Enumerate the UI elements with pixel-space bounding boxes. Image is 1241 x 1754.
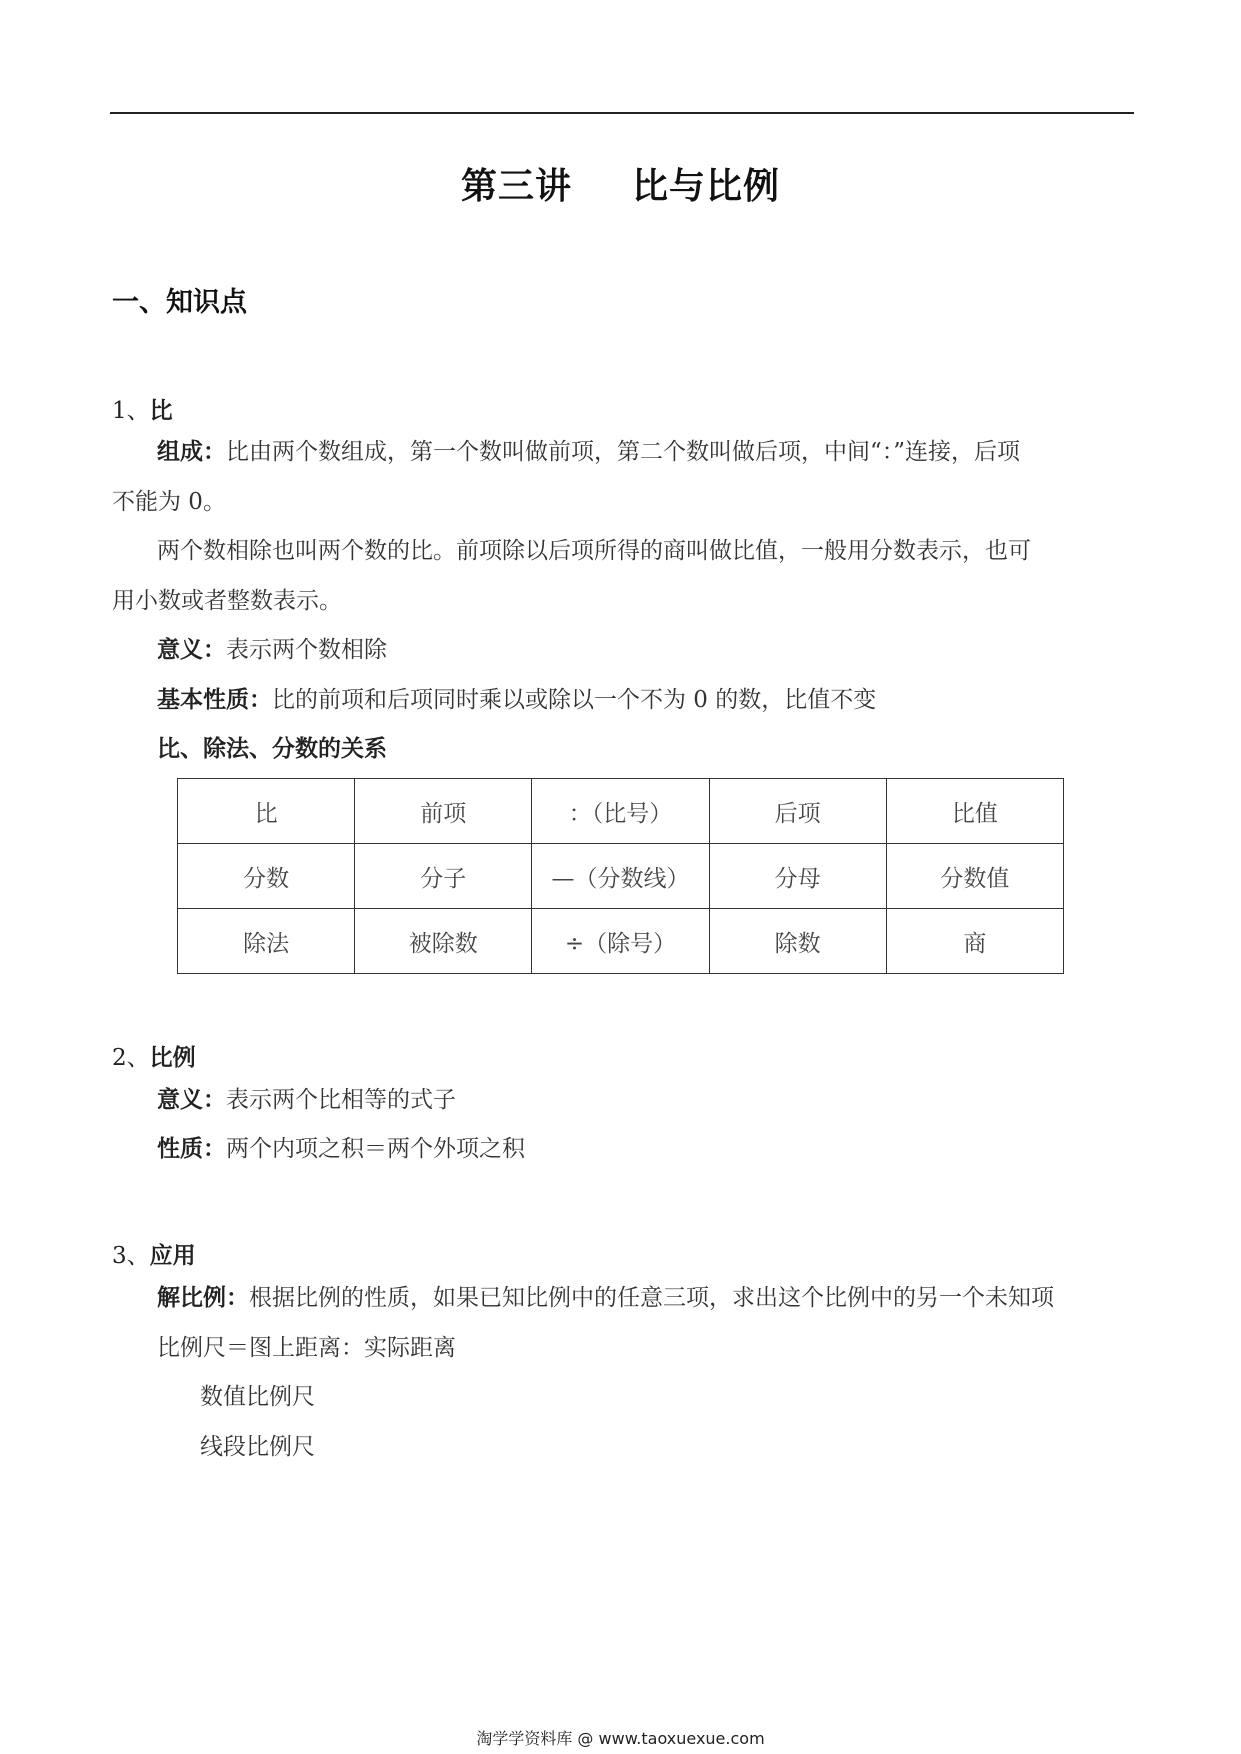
section-heading-knowledge: 一、知识点: [112, 287, 247, 318]
application-solve-line: [157, 1287, 1054, 1310]
relation-table: [177, 778, 1064, 974]
subheading-ratio-text: 比: [149, 398, 173, 424]
subheading-proportion-number: 2、: [112, 1045, 150, 1071]
proportion-property-term: 性质：: [157, 1136, 226, 1162]
ratio-meaning-line: [157, 639, 387, 662]
ratio-relation-heading: [157, 738, 387, 761]
ratio-meaning-text: 表示两个数相除: [226, 637, 387, 663]
ratio-composition-text: 比由两个数组成，第一个数叫做前项，第二个数叫做后项，中间“：”连接，后项: [226, 439, 1021, 465]
application-solve-text: 根据比例的性质，如果已知比例中的任意三项，求出这个比例中的另一个未知项: [249, 1285, 1054, 1311]
table-cell: 分数值: [886, 844, 1063, 909]
ratio-meaning-term: 意义：: [157, 637, 226, 663]
subheading-application-text: 应用: [149, 1243, 196, 1269]
table-cell: 前项: [355, 779, 532, 844]
ratio-paragraph-line1: 两个数相除也叫两个数的比。前项除以后项所得的商叫做比值，一般用分数表示，也可: [157, 538, 1031, 564]
table-row: [178, 779, 1064, 844]
ratio-composition-term: 组成：: [157, 439, 226, 465]
proportion-meaning-term: 意义：: [157, 1087, 226, 1113]
table-cell: 分母: [709, 844, 886, 909]
proportion-meaning-text: 表示两个比相等的式子: [226, 1087, 456, 1113]
proportion-property-line: [157, 1138, 525, 1161]
subheading-application-number: 3、: [112, 1243, 150, 1269]
table-row: [178, 844, 1064, 909]
table-cell: 分子: [355, 844, 532, 909]
table-cell: 后项: [709, 779, 886, 844]
ratio-composition-line1: [157, 441, 1020, 464]
subheading-ratio: [112, 392, 173, 425]
table-cell: 除法: [178, 909, 355, 974]
proportion-property-text: 两个内项之积＝两个外项之积: [226, 1136, 525, 1162]
ratio-property-term: 基本性质：: [157, 687, 272, 713]
application-scale-definition: 比例尺＝图上距离：实际距离: [157, 1335, 456, 1361]
table-cell: 除数: [709, 909, 886, 974]
application-scale-numeric: 数值比例尺: [200, 1384, 315, 1410]
proportion-meaning-line: [157, 1089, 456, 1112]
top-rule: [110, 112, 1134, 114]
ratio-composition-line2: 不能为 0。: [112, 489, 226, 515]
application-solve-term: 解比例：: [157, 1285, 249, 1311]
table-cell: ÷（除号）: [532, 909, 709, 974]
ratio-paragraph-line2: 用小数或者整数表示。: [112, 588, 342, 614]
table-cell: 比值: [886, 779, 1063, 844]
table-cell: —（分数线）: [532, 844, 709, 909]
application-scale-segment: 线段比例尺: [200, 1434, 315, 1460]
table-cell: 被除数: [355, 909, 532, 974]
table-row: [178, 909, 1064, 974]
subheading-proportion-text: 比例: [149, 1045, 196, 1071]
ratio-property-line: [157, 689, 876, 712]
footer-watermark: 淘学学资料库 @ www.taoxuexue.com: [476, 1729, 765, 1748]
ratio-property-text: 比的前项和后项同时乘以或除以一个不为 0 的数，比值不变: [272, 687, 877, 713]
ratio-relation-heading-text: 比、除法、分数的关系: [157, 736, 387, 762]
subheading-proportion: [112, 1039, 196, 1072]
title-lecture-number: 第三讲: [460, 166, 572, 207]
subheading-ratio-number: 1、: [112, 398, 150, 424]
subheading-application: [112, 1237, 196, 1270]
table-cell: 比: [178, 779, 355, 844]
table-cell: ：（比号）: [532, 779, 709, 844]
table-cell: 分数: [178, 844, 355, 909]
page-title: [0, 158, 1241, 209]
table-cell: 商: [886, 909, 1063, 974]
title-topic: 比与比例: [632, 166, 781, 207]
